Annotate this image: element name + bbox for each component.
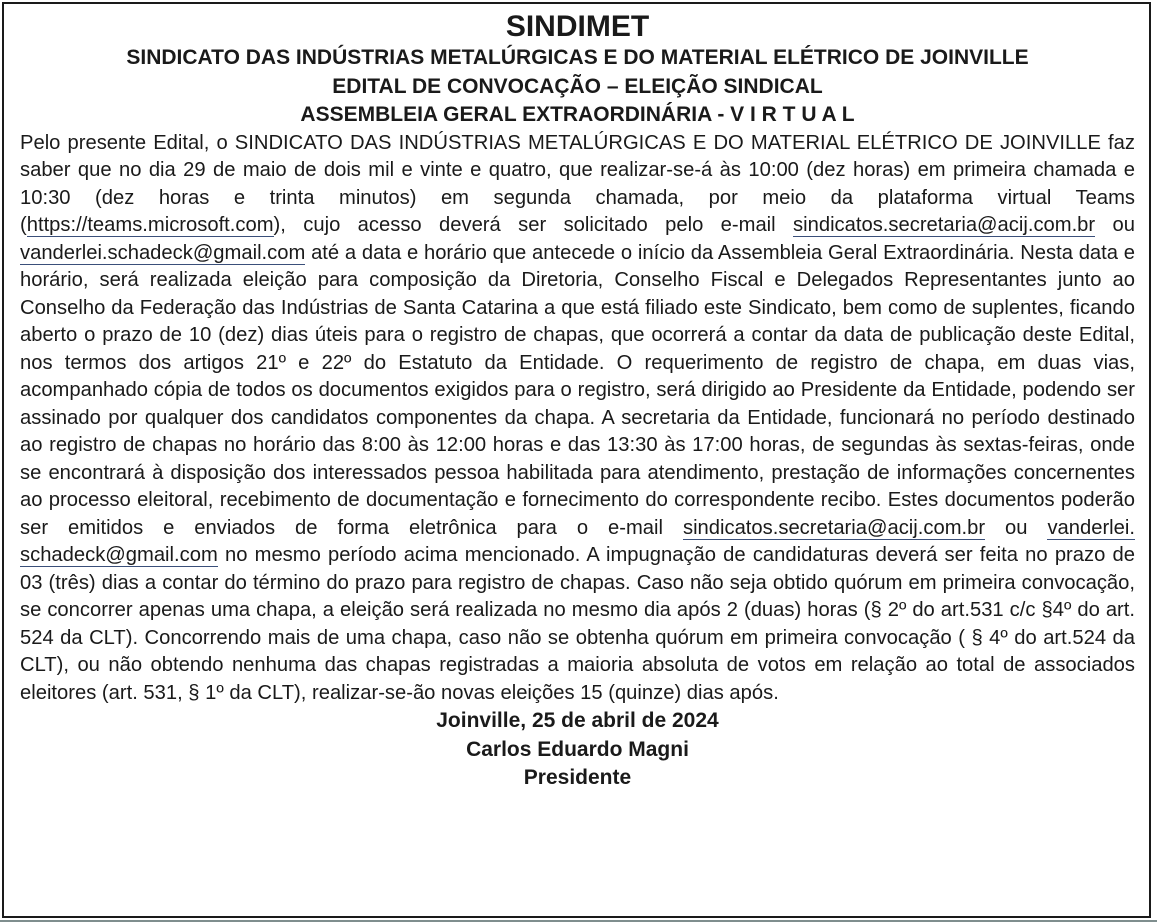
email-link-secretaria[interactable]: sindicatos.secretaria@acij.com.br	[793, 214, 1096, 236]
teams-link[interactable]: https://teams.microsoft.com	[26, 214, 274, 236]
email-link-vanderlei[interactable]: vanderlei.schadeck@gmail.com	[20, 241, 306, 264]
email-link-secretaria-2[interactable]: sindicatos.secretaria@acij.com.br	[682, 516, 986, 539]
body-text-part-2: ), cujo acesso deverá ser solicitado pelo e-mail	[273, 214, 794, 236]
notice-title: SINDIMET	[505, 10, 650, 43]
notice-body	[20, 130, 1135, 708]
org-name: SINDICATO DAS INDÚSTRIAS METALÚRGICAS E DO MATERIAL ELÉTRICO DE JOINVILLE	[126, 46, 1029, 69]
body-text-part-4: até a data e horário que antecede o início da Assembleia Geral Extraordinária. Nesta data e horário, será realizada eleição para composição da Diretoria, Conselho Fiscal e Delegados Representantes junto ao Conselho da Federação das Indústrias de Santa Catarina a que está filiado este Sindicato, bem como de suplentes, ficando aberto o prazo de 10 (dez) dias úteis para o registro de chapas, que ocorrerá a contar da data de publicação deste Edital, nos termos dos artigos 21º e 22º do Estatuto da Entidade. O requerimento de registro de chapa, em duas vias, acompanhado cópia de todos os documentos exigidos para o registro, será dirigido ao Presidente da Entidade, podendo ser assinado por qualquer dos candidatos componentes da chapa. A secretaria da Entidade, funcionará no período destinado ao registro de chapas no horário das 8:00 às 12:00 horas e das 13:30 às 17:00 horas, de segundas às sextas-feiras, onde se encontrará à disposição dos interessados pessoa habilitada para atendimento, prestação de informações concernentes ao processo eleitoral, recebimento de documentação e fornecimento do correspondente recibo. Estes documentos poderão ser emitidos e enviados de forma eletrônica para o e-mail	[20, 241, 1135, 539]
assembly-heading: ASSEMBLEIA GERAL EXTRAORDINÁRIA - V I R T U A L	[300, 103, 855, 126]
signatory-role: Presidente	[523, 766, 632, 789]
signatory-name: Carlos Eduardo Magni	[466, 737, 689, 761]
place-date: Joinville, 25 de abril de 2024	[436, 709, 719, 732]
email-link-vanderlei-2[interactable]: vanderlei. schadeck@gmail.com	[20, 516, 1135, 566]
body-text-part-6: no mesmo período acima mencionado. A impugnação de candidaturas deverá ser feita no prazo de 03 (três) dias a contar do término do prazo para registro de chapas. Caso não seja obtido quórum em primeira convocação, se concorrer apenas uma chapa, a eleição será realizada no mesmo dia após 2 (duas) horas (§ 2º do art.531 c/c §4º do art. 524 da CLT). Concorrendo mais de uma chapa, caso não se obtenha quórum em primeira convocação ( § 4º do art.524 da CLT), ou não obtendo nenhuma das chapas registradas a maioria absoluta de votos em relação ao total de associados eleitores (art. 531, § 1º da CLT), realizar-se-ão novas eleições 15 (quinze) dias após.	[20, 544, 1135, 704]
notice-content	[4, 4, 1149, 793]
notice-frame	[2, 2, 1151, 918]
body-text-part-5: ou	[985, 516, 1048, 539]
edital-heading: EDITAL DE CONVOCAÇÃO – ELEIÇÃO SINDICAL	[332, 74, 823, 98]
body-text-part-3: ou	[1095, 214, 1135, 236]
body-text-part-1: Pelo presente Edital, o SINDICATO DAS INDÚSTRIAS METALÚRGICAS E DO MATERIAL ELÉTRICO DE JOINVILLE faz saber que no dia 29 de maio de dois mil e vinte e quatro, que realizar-se-á às 10:00 (dez horas) em primeira chamada e 10:30 (dez horas e trinta minutos) em segunda chamada, por meio da plataforma virtual Teams (	[20, 131, 1135, 236]
